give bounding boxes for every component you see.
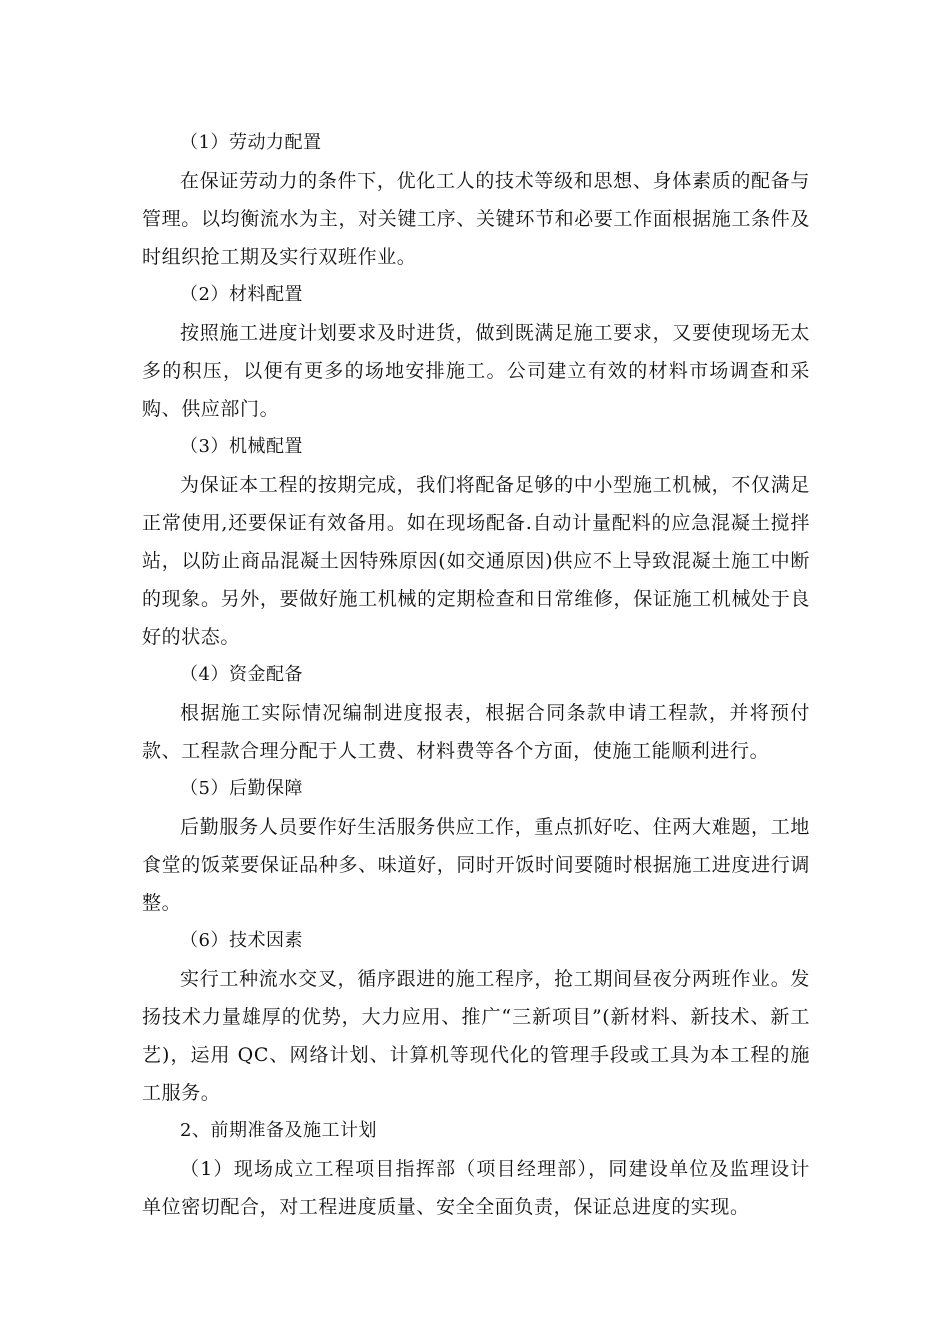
paragraph-materials: 按照施工进度计划要求及时进货，做到既满足施工要求，又要使现场无太多的积压，以便有更多的场地安排施工。公司建立有效的材料市场调查和采购、供应部门。 [142,322,810,420]
section-heading-technical: （6）技术因素 [180,930,303,951]
paragraph-machinery: 为保证本工程的按期完成，我们将配备足够的中小型施工机械，不仅满足正常使用,还要保证有效备用。如在现场配备.自动计量配料的应急混凝土搅拌站，以防止商品混凝土因特殊原因(如交通原因)供应不上导致混凝土施工中断的现象。另外，要做好施工机械的定期检查和日常维修，保证施工机械处于良好的状态。 [142,474,810,648]
paragraph-funds: 根据施工实际情况编制进度报表，根据合同条款申请工程款，并将预付款、工程款合理分配于人工费、材料费等各个方面，使施工能顺利进行。 [142,702,810,762]
paragraph-labor: 在保证劳动力的条件下，优化工人的技术等级和思想、身体素质的配备与管理。以均衡流水为主，对关键工序、关键环节和必要工作面根据施工条件及时组织抢工期及实行双班作业。 [142,170,810,268]
paragraph-logistics: 后勤服务人员要作好生活服务供应工作，重点抓好吃、住两大难题，工地食堂的饭菜要保证品种多、味道好，同时开饭时间要随时根据施工进度进行调整。 [142,816,810,914]
section-heading-logistics: （5）后勤保障 [180,778,303,799]
section-heading-labor: （1）劳动力配置 [180,132,322,153]
section-heading-materials: （2）材料配置 [180,284,303,305]
paragraph-technical: 实行工种流水交叉，循序跟进的施工程序，抢工期间昼夜分两班作业。发扬技术力量雄厚的优势，大力应用、推广“三新项目”(新材料、新技术、新工艺)，运用 QC、网络计划、计算机等现代化的管理手段或工具为本工程的施工服务。 [142,968,810,1104]
section-heading-funds: （4）资金配备 [180,664,303,685]
section-heading-preparation: 2、前期准备及施工计划 [180,1120,377,1141]
document-body [142,124,810,1226]
section-heading-machinery: （3）机械配置 [180,436,303,457]
paragraph-preparation: （1）现场成立工程项目指挥部（项目经理部），同建设单位及监理设计单位密切配合，对工程进度质量、安全全面负责，保证总进度的实现。 [142,1158,810,1218]
